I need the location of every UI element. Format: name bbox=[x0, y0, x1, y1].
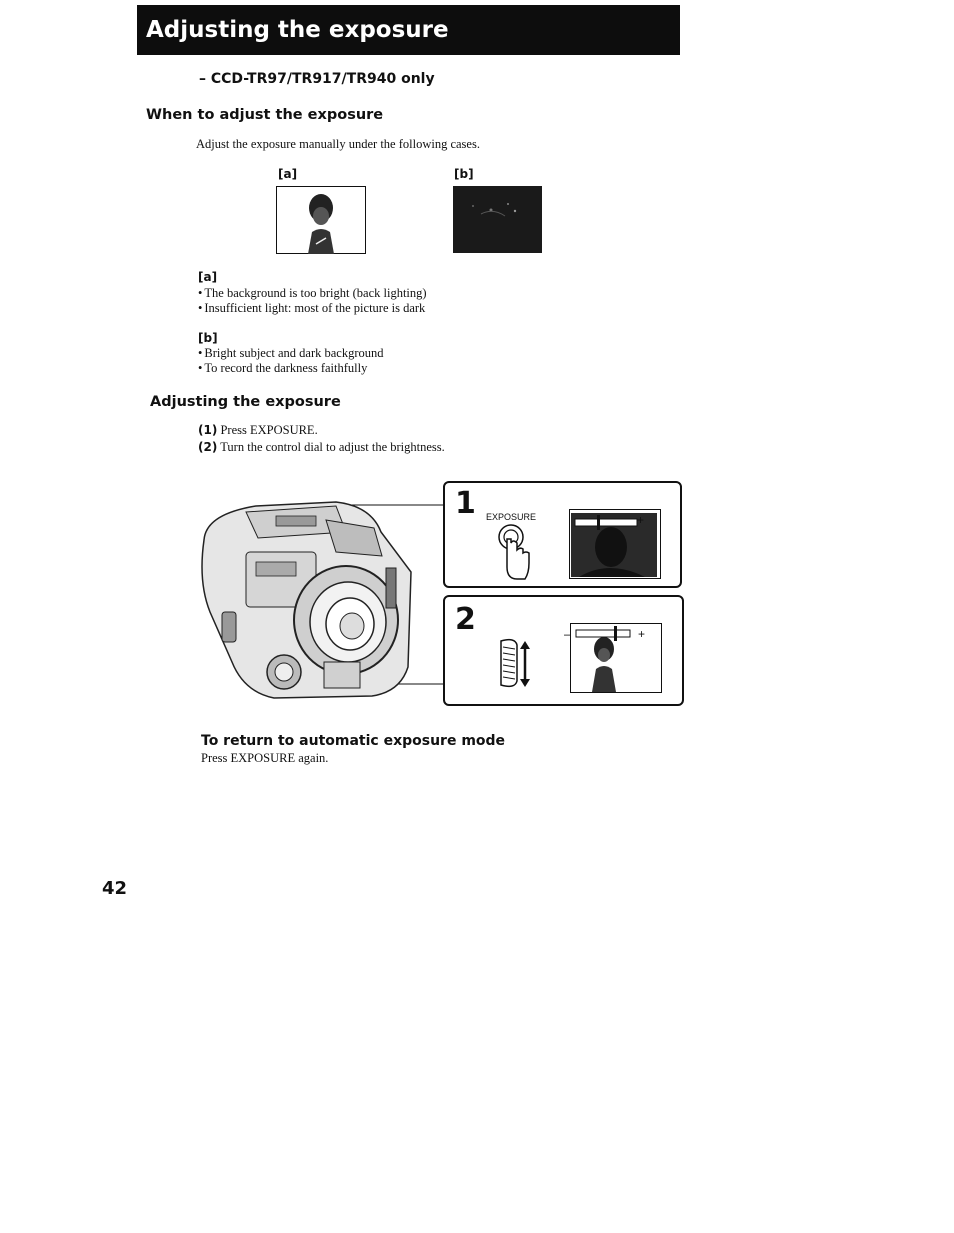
step-1 bbox=[198, 423, 318, 438]
list-item: • Bright subject and dark background bbox=[198, 346, 384, 361]
return-text: Press EXPOSURE again. bbox=[201, 751, 329, 765]
dark-scene-photo bbox=[453, 186, 542, 253]
when-intro: Adjust the exposure manually under the following cases. bbox=[196, 137, 480, 151]
step-number: (2) bbox=[198, 440, 218, 454]
step-number: (1) bbox=[198, 423, 218, 437]
list-item: • Insufficient light: most of the picture is dark bbox=[198, 301, 427, 316]
step-text: Turn the control dial to adjust the brightness. bbox=[220, 440, 445, 454]
case-a-label: [a] bbox=[198, 270, 218, 284]
backlit-photo bbox=[276, 186, 366, 254]
step-text: Press EXPOSURE. bbox=[220, 423, 318, 437]
adjust-heading: Adjusting the exposure bbox=[150, 394, 341, 410]
panel-1-number: 1 bbox=[455, 486, 476, 521]
figure-a-label: [a] bbox=[278, 167, 298, 181]
page-title-bar bbox=[137, 5, 680, 55]
step-2-panel bbox=[443, 595, 684, 706]
exposure-screen-adjusted bbox=[570, 623, 662, 693]
exposure-screen-dark bbox=[569, 509, 661, 579]
step-2 bbox=[198, 440, 445, 455]
list-item: • The background is too bright (back lighting) bbox=[198, 286, 427, 301]
case-b-label: [b] bbox=[198, 331, 218, 345]
return-heading: To return to automatic exposure mode bbox=[201, 733, 506, 749]
plus-symbol: + bbox=[637, 513, 645, 527]
minus-symbol: – bbox=[564, 627, 571, 641]
case-b-list bbox=[198, 346, 384, 376]
step-1-panel bbox=[443, 481, 682, 588]
control-dial-icon bbox=[493, 635, 539, 691]
exposure-button-label: EXPOSURE bbox=[486, 512, 537, 522]
page-number: 42 bbox=[102, 878, 128, 899]
panel-2-number: 2 bbox=[455, 602, 476, 637]
plus-symbol: + bbox=[638, 627, 646, 641]
model-subtitle: – CCD-TR97/TR917/TR940 only bbox=[199, 71, 435, 87]
figure-b-label: [b] bbox=[454, 167, 474, 181]
case-a-list bbox=[198, 286, 427, 316]
page-title: Adjusting the exposure bbox=[146, 17, 449, 43]
list-item: • To record the darkness faithfully bbox=[198, 361, 384, 376]
minus-symbol: – bbox=[561, 513, 568, 527]
when-heading: When to adjust the exposure bbox=[146, 107, 384, 123]
camcorder-illustration bbox=[186, 492, 446, 712]
finger-press-icon bbox=[493, 523, 533, 583]
